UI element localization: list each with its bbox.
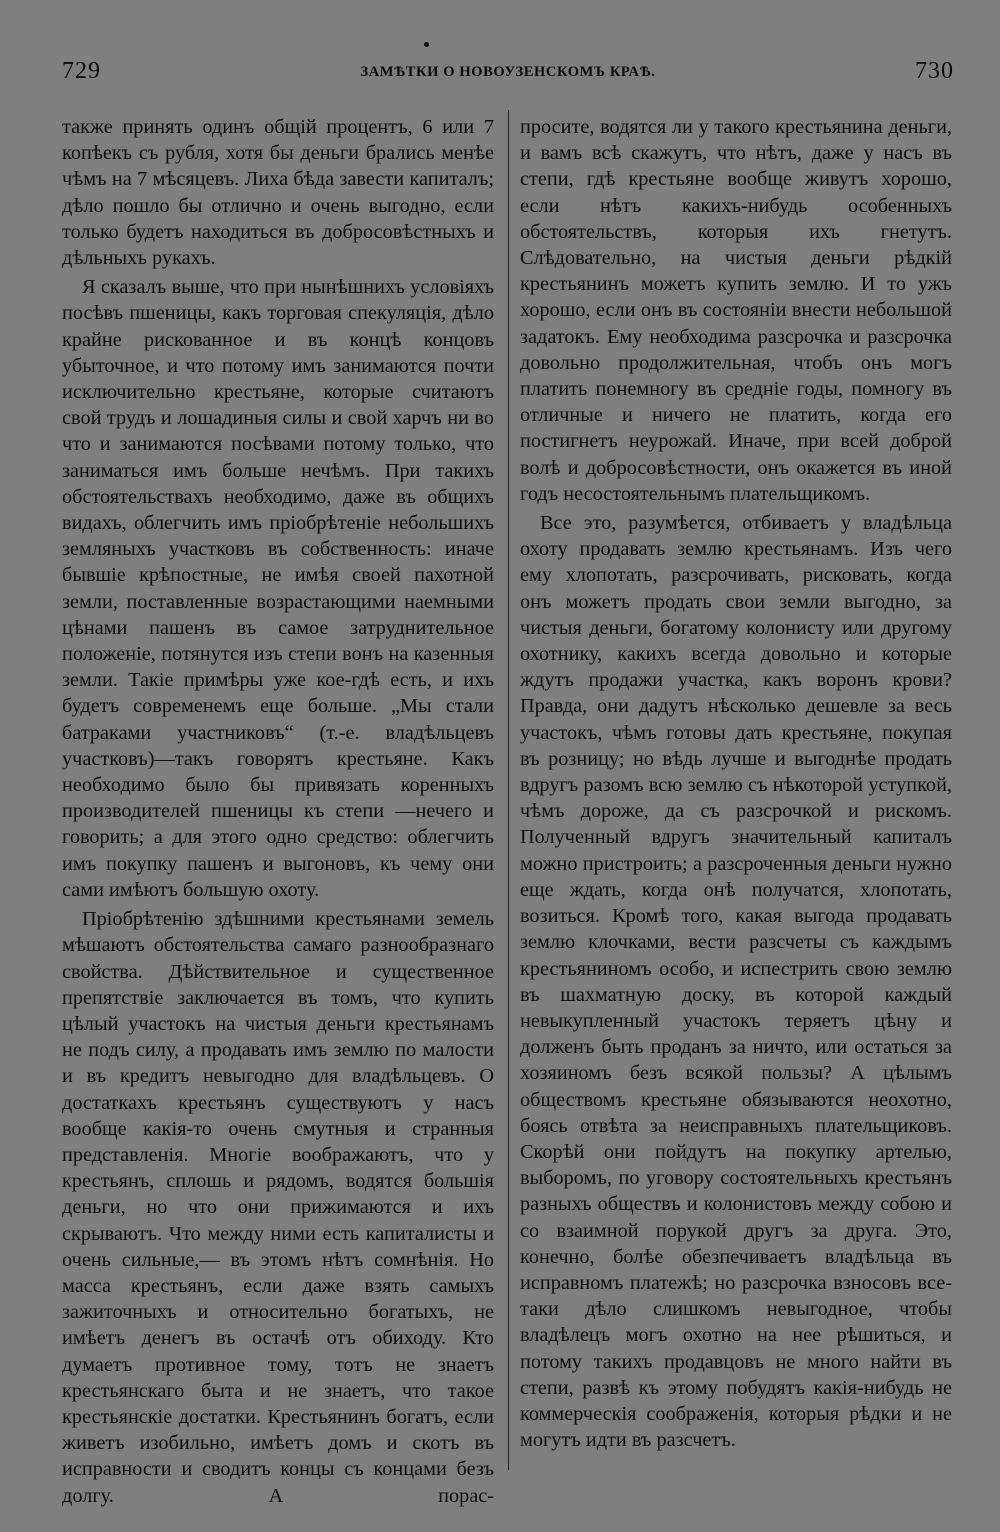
running-title: ЗАМѢТКИ О НОВОУЗЕНСКОМЪ КРАѢ.: [360, 64, 656, 80]
page-header: [62, 58, 954, 88]
paragraph: также принять одинъ общій процентъ, 6 или 7 копѣекъ съ рубля, хотя бы деньги брались менѣе чѣмъ на 7 мѣсяцевъ. Лиха бѣда завести капиталъ; дѣло пошло бы отлично и очень выгодно, если только будетъ находиться въ добросовѣстныхъ и дѣльныхъ рукахъ.: [62, 116, 494, 270]
page-number-right: 730: [915, 58, 954, 84]
paragraph: Пріобрѣтенію здѣшними крестьянами земель мѣшаютъ обстоятельства самаго разнообразнаго свойства. Дѣйствительное и существенное препятствіе заключается въ томъ, что купить цѣлый участокъ на чистыя деньги крестьянамъ не подъ силу, а продавать имъ землю по малости и въ кредитъ невыгодно для владѣльцевъ. О достаткахъ крестьянъ существуютъ у насъ вообще какія-то очень смутныя и странныя представленія. Многіе воображаютъ, что у крестьянъ, сплошь и рядомъ, водятся большія деньги, но что они прижимаются и ихъ скрываютъ. Что между ними есть капиталисты и очень сильные,— въ этомъ нѣтъ сомнѣнія. Но масса крестьянъ, если даже взять самыхъ зажиточныхъ и относительно богатыхъ, не имѣетъ денегъ въ остачѣ отъ обиходу. Кто думаетъ противное тому, тотъ не знаетъ крестьянскаго быта и не знаетъ, что такое крестьянскіе достатки. Крестьянинъ богатъ, если живетъ изобильно, имѣетъ домъ и скотъ въ исправности и сводитъ концы съ концами безъ долгу. А порас-: [62, 908, 494, 1507]
paragraph: просите, водятся ли у такого крестьянина деньги, и вамъ всѣ скажутъ, что нѣтъ, даже у насъ въ степи, гдѣ крестьяне вообще живутъ хорошо, если нѣтъ какихъ-нибудь особенныхъ обстоятельствъ, которыя ихъ гнетутъ. Слѣдовательно, на чистыя деньги рѣдкій крестьянинъ можетъ купить землю. И то ужъ хорошо, если онъ въ состояніи внести небольшой задатокъ. Ему необходима разсрочка и разсрочка довольно продолжительная, чтобъ онъ могъ платить понемногу въ средніе годы, помногу въ отличные и ничего не платить, когда его постигнетъ неурожай. Иначе, при всей доброй волѣ и добросовѣстности, онъ окажется въ иной годъ несостоятельнымъ плательщикомъ.: [520, 116, 952, 505]
paragraph: Все это, разумѣется, отбиваетъ у владѣльца охоту продавать землю крестьянамъ. Изъ чего ему хлопотать, разсрочивать, рисковать, когда онъ можетъ продать свои земли выгодно, за чистыя деньги, богатому колонисту или другому охотнику, какихъ всегда довольно и которые ждутъ продажи участка, какъ воронъ крови? Правда, они дадутъ нѣсколько дешевле за весь участокъ, чѣмъ готовы дать крестьяне, покупая въ розницу; но вѣдь лучше и выгоднѣе продать вдругъ разомъ всю землю съ нѣкоторой уступкой, чѣмъ дороже, да съ разсрочкой и рискомъ. Полученный вдругъ значительный капиталъ можно пристроить; а разсроченныя деньги нужно еще ждать, когда онѣ получатся, хлопотать, возиться. Кромѣ того, какая выгода продавать землю клочками, вести разсчеты съ каждымъ крестьяниномъ особо, и испестрить свою землю въ шахматную доску, въ которой каждый невыкупленный участокъ теряетъ цѣну и долженъ быть проданъ за ничто, или остаться за хозяиномъ безъ всякой пользы? А цѣлымъ обществомъ крестьяне обязываются неохотно, боясь отвѣта за неисправныхъ плательщиковъ. Скорѣй они пойдутъ на покупку артелью, выборомъ, по уговору состоятельныхъ крестьянъ разныхъ обществъ и колонистовъ между собою и со взаимной порукой другъ за друга. Это, конечно, болѣе обезпечиваетъ владѣльца въ исправномъ платежѣ; но разсрочка взносовъ все-таки дѣло слишкомъ невыгодное, чтобы владѣлецъ могъ охотно на нее рѣшиться, и потому такихъ продавцовъ не много найти въ степи, развѣ къ этому побудятъ какія-нибудь не коммерческія соображенія, которыя рѣдки и не могутъ идти въ разсчетъ.: [520, 512, 952, 1452]
right-column: [520, 114, 952, 1453]
print-speck: [424, 42, 429, 47]
page-number-left: 729: [62, 58, 101, 84]
left-column: [62, 114, 494, 1509]
column-divider: [508, 110, 509, 1470]
paragraph: Я сказалъ выше, что при нынѣшнихъ условіяхъ посѣвъ пшеницы, какъ торговая спекуляція, дѣло крайне рискованное и въ концѣ концовъ убыточное, и что потому имъ занимаются почти исключительно крестьяне, которые считаютъ свой трудъ и лошадиныя силы и свой харчъ ни во что и занимаются посѣвами потому только, что заниматься имъ больше нечѣмъ. При такихъ обстоятельствахъ необходимо, даже въ общихъ видахъ, облегчить имъ пріобрѣтеніе небольшихъ земляныхъ участковъ въ собственность: иначе бывшіе крѣпостные, не имѣя своей пахотной земли, поставленные возрастающими наемными цѣнами пашенъ въ самое затруднительное положеніе, потянутся изъ степи вонъ на казенныя земли. Такіе примѣры уже кое-гдѣ есть, и ихъ будетъ современемъ еще больше. „Мы стали батраками участниковъ“ (т.-е. владѣльцевъ участковъ)—такъ говорятъ крестьяне. Какъ необходимо было бы привязать коренныхъ производителей пшеницы къ степи —нечего и говорить; а для этого одно средство: облегчить имъ покупку пашенъ и выгоновъ, къ чему они сами имѣютъ большую охоту.: [62, 276, 494, 901]
